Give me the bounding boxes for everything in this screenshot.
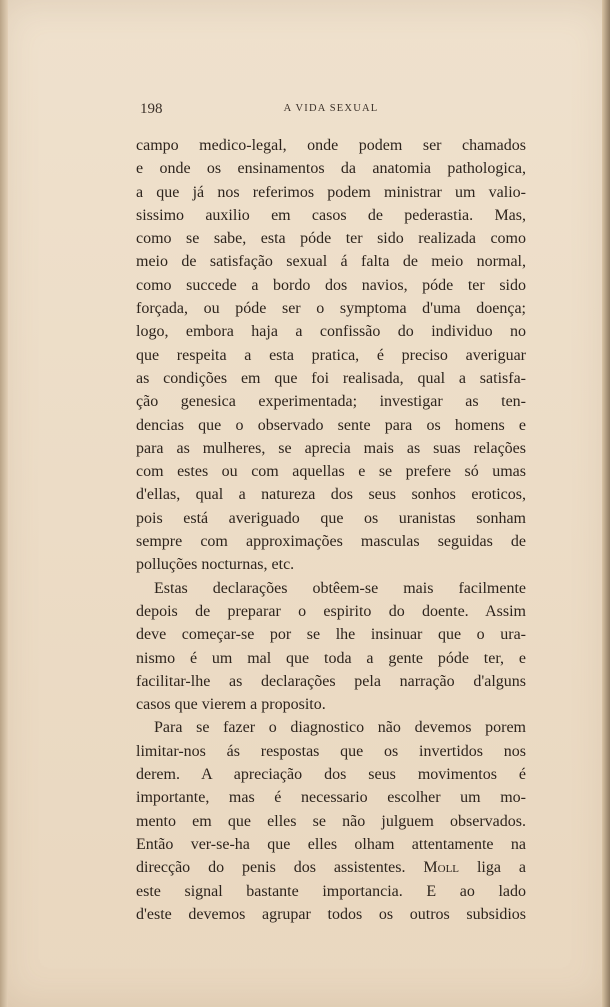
text-line: d'ellas, qual a natureza dos seus sonhos eroticos,	[136, 486, 526, 504]
text-line: facilitar-lhe as declarações pela narração d'alguns	[136, 672, 526, 690]
text-line: ção genesica experimentada; investigar as ten-	[136, 393, 526, 411]
text-fragment: liga a	[476, 859, 526, 877]
text-line: dencias que o observado sente para os homens e	[136, 416, 526, 434]
text-line: Então ver-se-ha que elles olham attentamente na	[136, 835, 526, 853]
page-number: 198	[140, 101, 163, 117]
text-line: a que já nos referimos podem ministrar um valio-	[136, 183, 526, 201]
text-line: logo, embora haja a confissão do individuo no	[136, 323, 526, 341]
text-line: importante, mas é necessario escolher um mo-	[136, 789, 526, 807]
text-line-with-author	[136, 856, 526, 879]
text-line: para as mulheres, se aprecia mais as suas relações	[136, 439, 526, 457]
paragraph-start-line: Para se fazer o diagnostico não devemos porem	[154, 719, 526, 737]
text-line: como se sabe, esta póde ter sido realizada como	[136, 230, 526, 248]
text-line: pois está averiguado que os uranistas sonham	[136, 509, 526, 527]
page-outer-edge	[602, 0, 610, 1007]
paragraph-start-line: Estas declarações obtêem-se mais facilmente	[154, 579, 526, 597]
text-line: limitar-nos ás respostas que os invertidos nos	[136, 742, 526, 760]
text-line: mento em que elles se não julguem observados.	[136, 812, 526, 830]
text-line: deve começar-se por se lhe insinuar que o ura-	[136, 626, 526, 644]
text-line: meio de satisfação sexual á falta de meio normal,	[136, 253, 526, 271]
author-name: Moll	[423, 859, 460, 877]
running-title: A VIDA SEXUAL	[283, 103, 379, 114]
running-head	[136, 101, 526, 121]
text-line: que respeita a esta pratica, é preciso averiguar	[136, 346, 526, 364]
text-line: as condições em que foi realisada, qual a satisfa-	[136, 369, 526, 387]
text-line: nismo é um mal que toda a gente póde ter, e	[136, 649, 526, 667]
text-line: como succede a bordo dos navios, póde ter sido	[136, 276, 526, 294]
text-line: d'este devemos agrupar todos os outros subsidios	[136, 905, 526, 923]
text-line: depois de preparar o espirito do doente. Assim	[136, 602, 526, 620]
text-line: e onde os ensinamentos da anatomia pathologica,	[136, 160, 526, 178]
text-fragment: direcção do penis dos assistentes.	[136, 859, 406, 877]
paragraph-end-line: polluções nocturnas, etc.	[136, 556, 295, 574]
text-line: sissimo auxilio em casos de pederastia. Mas,	[136, 206, 526, 224]
text-line: sempre com approximações masculas seguidas de	[136, 533, 526, 551]
text-line: derem. A apreciação dos seus movimentos é	[136, 766, 526, 784]
text-line: este signal bastante importancia. E ao lado	[136, 882, 526, 900]
text-line: com estes ou com aquellas e se prefere só umas	[136, 463, 526, 481]
text-line: campo medico-legal, onde podem ser chamados	[136, 137, 526, 154]
body-text	[136, 134, 526, 926]
paragraph-end-line: casos que vierem a proposito.	[136, 696, 326, 714]
page-binding-edge	[0, 0, 8, 1007]
text-line: forçada, ou póde ser o symptoma d'uma doença;	[136, 300, 526, 318]
